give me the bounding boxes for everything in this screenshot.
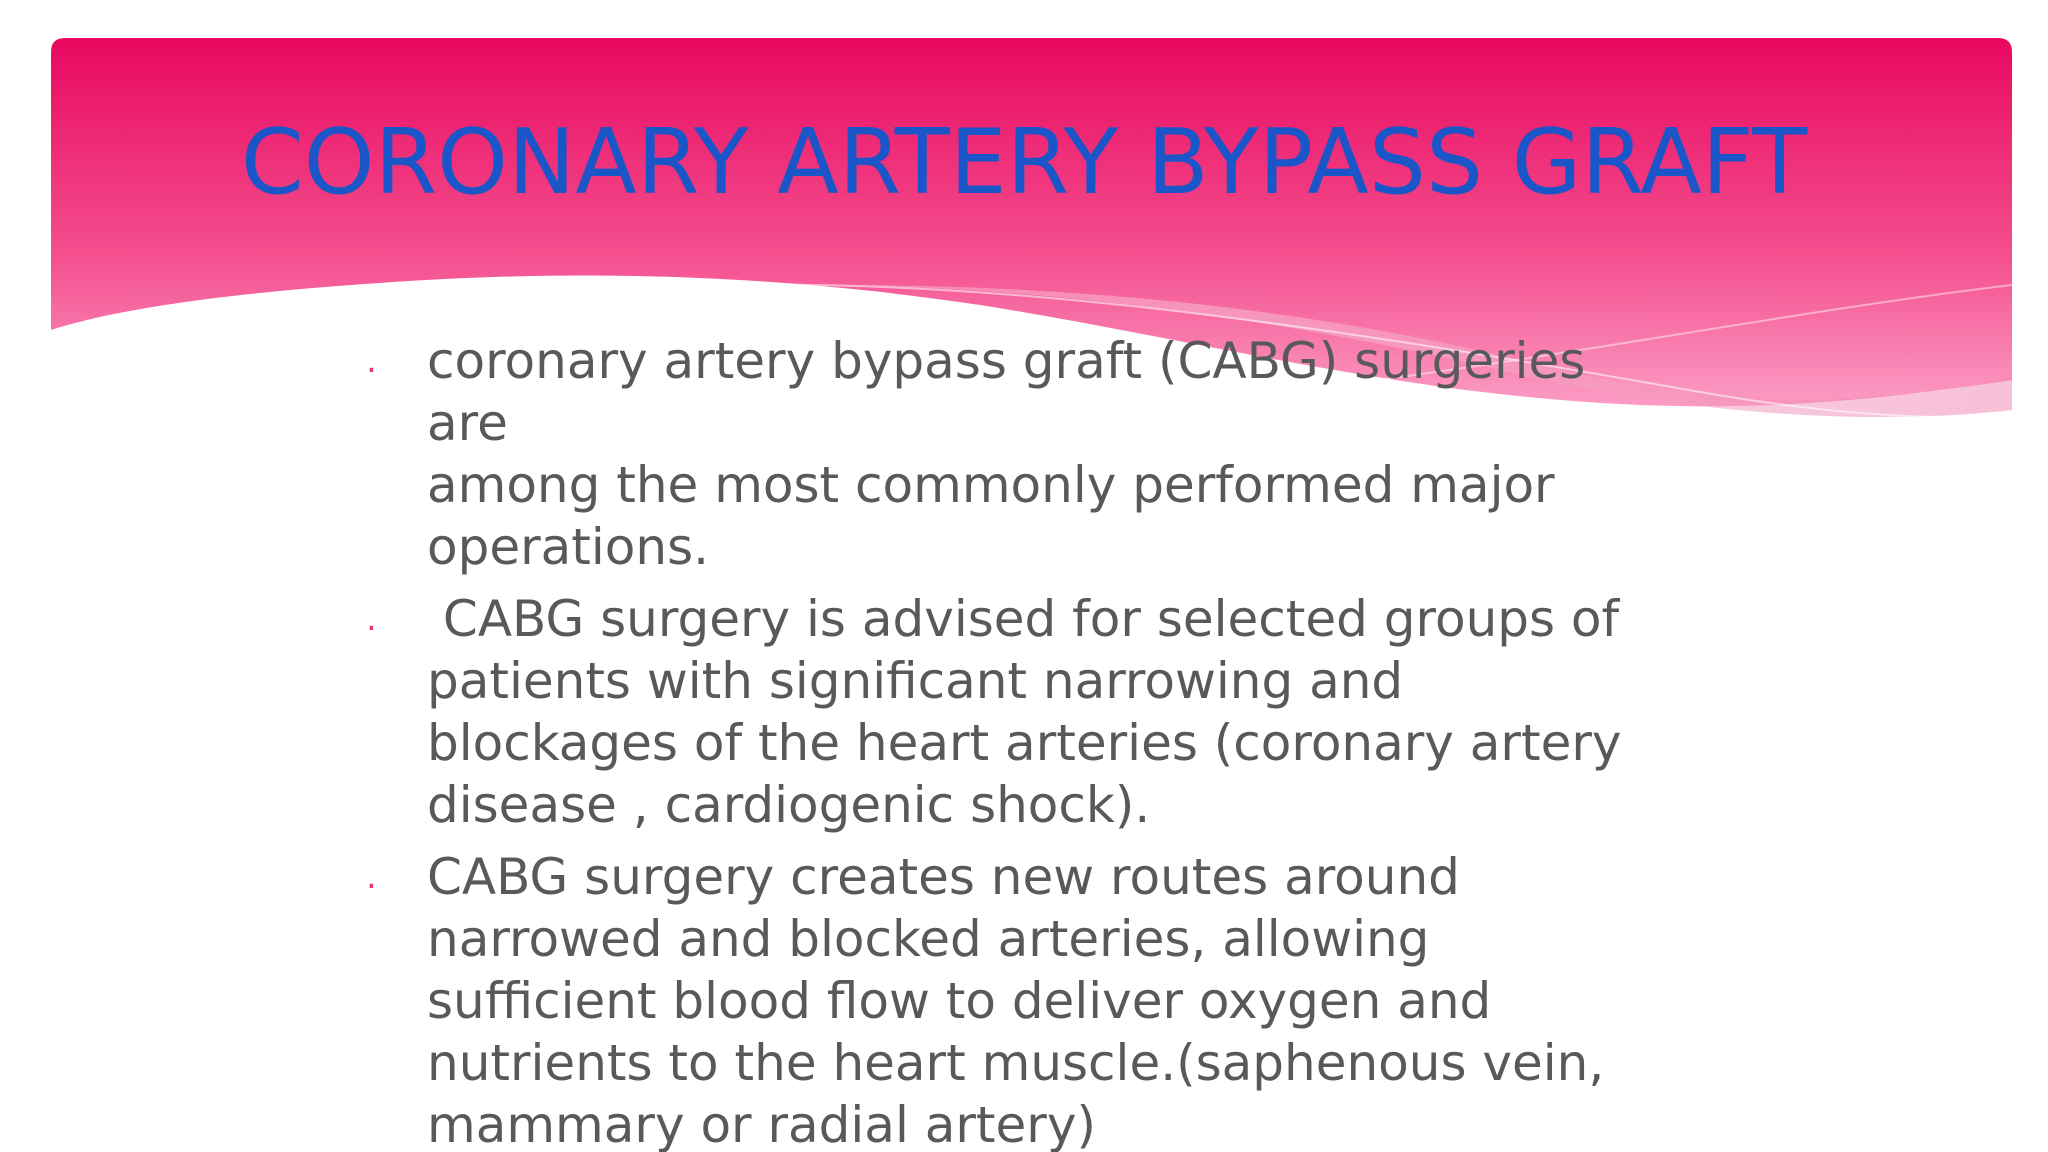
bullet-text: coronary artery bypass graft (CABG) surgeries are among the most commonly performed major operations. [427,332,1586,576]
bullet-marker: . [366,599,377,639]
list-item [360,846,1680,1152]
slide-title: CORONARY ARTERY BYPASS GRAFT [240,110,1808,215]
bullet-marker: . [366,341,377,381]
bullet-text: CABG surgery creates new routes around narrowed and blocked arteries, allowing sufficient blood flow to deliver oxygen and nutrients to the heart muscle.(saphenous vein, mammary or radial artery) [427,848,1605,1152]
list-item [360,588,1680,836]
list-item [360,330,1680,578]
bullet-list [360,330,1680,1152]
bullet-text: CABG surgery is advised for selected groups of patients with significant narrowing and blockages of the heart arteries (coronary artery disease , cardiogenic shock). [427,590,1622,834]
bullet-marker: . [366,857,377,897]
